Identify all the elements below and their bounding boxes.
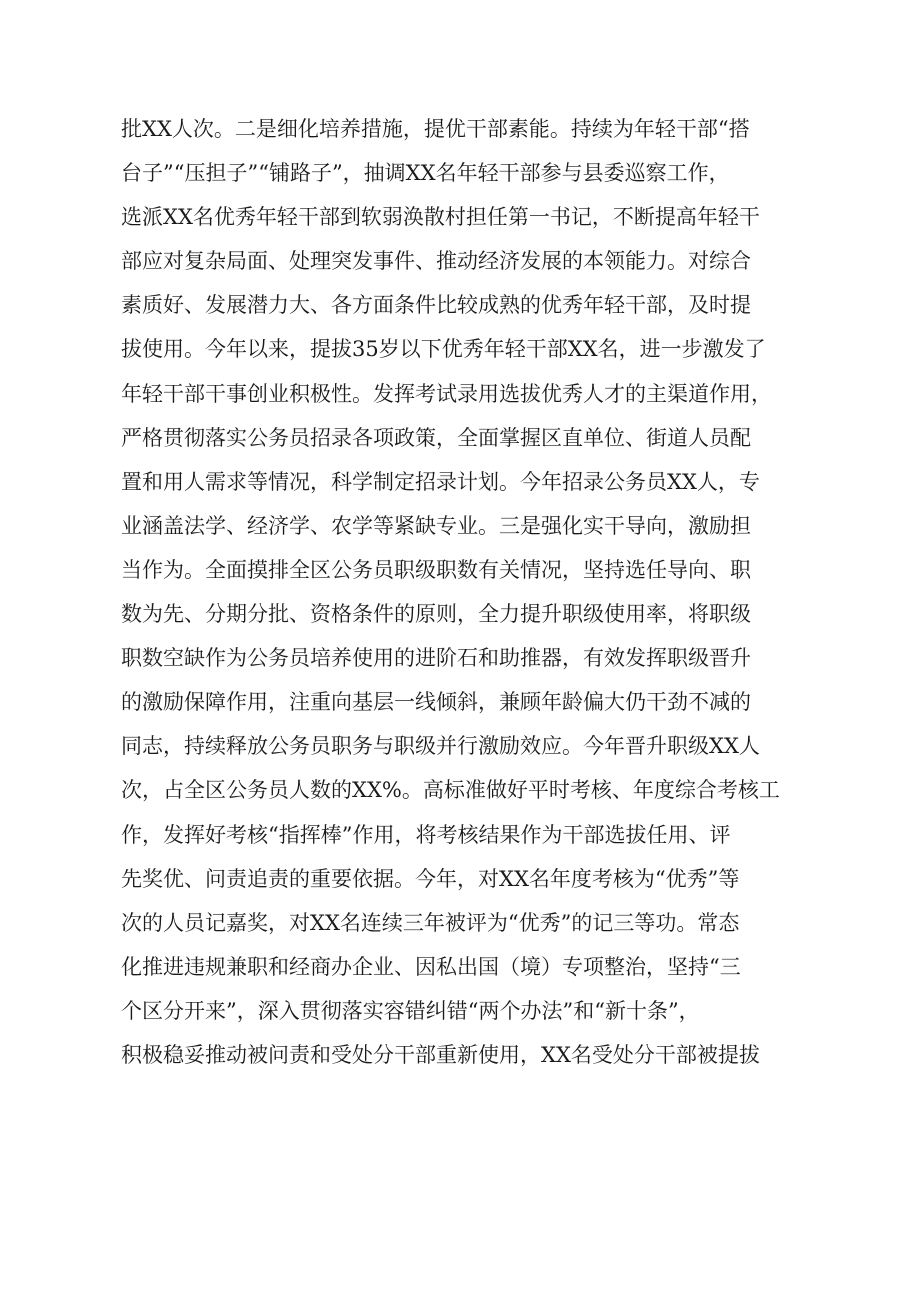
text-line: 部应对复杂局面、处理突发事件、推动经济发展的本领能力。对综合 — [121, 249, 751, 274]
text-line: 次的人员记嘉奖，对XX名连续三年被评为“优秀”的记三等功。常态 — [121, 910, 740, 935]
text-line: 选派XX名优秀年轻干部到软弱涣散村担任第一书记，不断提高年轻干 — [121, 205, 760, 230]
text-line: 职数空缺作为公务员培养使用的进阶石和助推器，有效发挥职级晋升 — [121, 646, 751, 671]
text-line: 数为先、分期分批、资格条件的原则，全力提升职级使用率，将职级 — [121, 602, 751, 627]
text-line: 置和用人需求等情况，科学制定招录计划。今年招录公务员XX人，专 — [121, 469, 760, 494]
text-line: 严格贯彻落实公务员招录各项政策，全面掌握区直单位、街道人员配 — [121, 425, 751, 450]
text-line: 业涵盖法学、经济学、农学等紧缺专业。三是强化实干导向，激励担 — [121, 513, 751, 538]
text-line: 化推进违规兼职和经商办企业、因私出国（境）专项整治，坚持“三 — [121, 954, 741, 979]
text-line: 台子”“压担子”“铺路子”，抽调XX名年轻干部参与县委巡察工作， — [121, 161, 730, 186]
text-line: 年轻干部干事创业积极性。发挥考试录用选拔优秀人才的主渠道作用， — [121, 381, 772, 406]
text-line: 拔使用。今年以来，提拔35岁以下优秀年轻干部XX名，进一步激发了 — [121, 337, 766, 362]
text-line: 积极稳妥推动被问责和受处分干部重新使用，XX名受处分干部被提拔 — [121, 1042, 760, 1067]
text-line: 次，占全区公务员人数的XX%。高标准做好平时考核、年度综合考核工 — [121, 778, 780, 803]
text-line: 批XX人次。二是细化培养措施，提优干部素能。持续为年轻干部“搭 — [121, 117, 750, 141]
text-line: 同志，持续释放公务员职务与职级并行激励效应。今年晋升职级XX人 — [121, 734, 760, 759]
text-line: 的激励保障作用，注重向基层一线倾斜，兼顾年龄偏大仍干劲不减的 — [121, 690, 751, 715]
text-line: 当作为。全面摸排全区公务员职级职数有关情况，坚持选任导向、职 — [121, 557, 751, 582]
text-line: 个区分开来”，深入贯彻落实容错纠错“两个办法”和“新十条”， — [121, 998, 700, 1023]
body-paragraph — [121, 114, 801, 1084]
text-line: 素质好、发展潜力大、各方面条件比较成熟的优秀年轻干部，及时提 — [121, 293, 751, 318]
text-line: 先奖优、问责追责的重要依据。今年，对XX名年度考核为“优秀”等 — [121, 866, 740, 891]
text-line: 作，发挥好考核“指挥棒”作用，将考核结果作为干部选拔任用、评 — [121, 822, 731, 847]
